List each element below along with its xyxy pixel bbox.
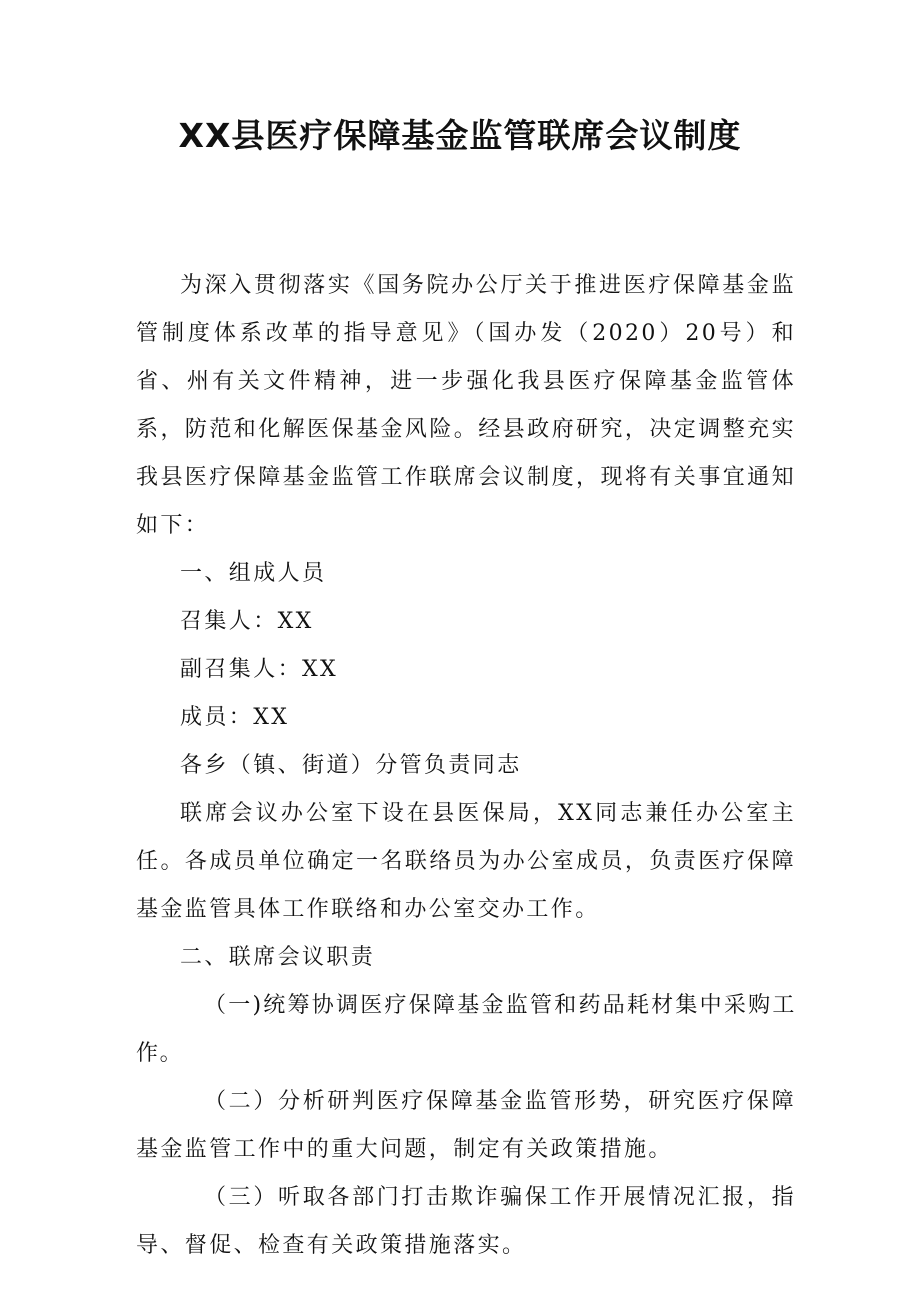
paragraph-duty-3: （三）听取各部门打击欺诈骗保工作开展情况汇报，指导、督促、检查有关政策措施落实。: [136, 1185, 796, 1258]
section-heading-members: 一、组成人员: [180, 561, 327, 586]
document-body: [136, 262, 796, 1270]
paragraph-township-leaders: 各乡（镇、街道）分管负责同志: [180, 753, 522, 778]
document-title: XX县医疗保障基金监管联席会议制度: [178, 116, 742, 155]
paragraph-intro: 为深入贯彻落实《国务院办公厅关于推进医疗保障基金监管制度体系改革的指导意见》（国办发（2020）20号）和省、州有关文件精神，进一步强化我县医疗保障基金监管体系，防范和化解医保基金风险。经县政府研究，决定调整充实我县医疗保障基金监管工作联席会议制度，现将有关事宜通知如下：: [136, 273, 796, 538]
paragraph-duty-2: （二）分析研判医疗保障基金监管形势，研究医疗保障基金监管工作中的重大问题，制定有关政策措施。: [136, 1089, 796, 1162]
paragraph-convener: 召集人：XX: [180, 609, 314, 634]
paragraph-deputy-convener: 副召集人：XX: [180, 657, 339, 682]
paragraph-office: 联席会议办公室下设在县医保局，XX同志兼任办公室主任。各成员单位确定一名联络员为办公室成员，负责医疗保障基金监管具体工作联络和办公室交办工作。: [136, 801, 796, 922]
paragraph-members: 成员：XX: [180, 705, 290, 730]
section-heading-duties: 二、联席会议职责: [180, 945, 376, 970]
paragraph-duty-1: （一)统筹协调医疗保障基金监管和药品耗材集中采购工作。: [136, 993, 796, 1066]
